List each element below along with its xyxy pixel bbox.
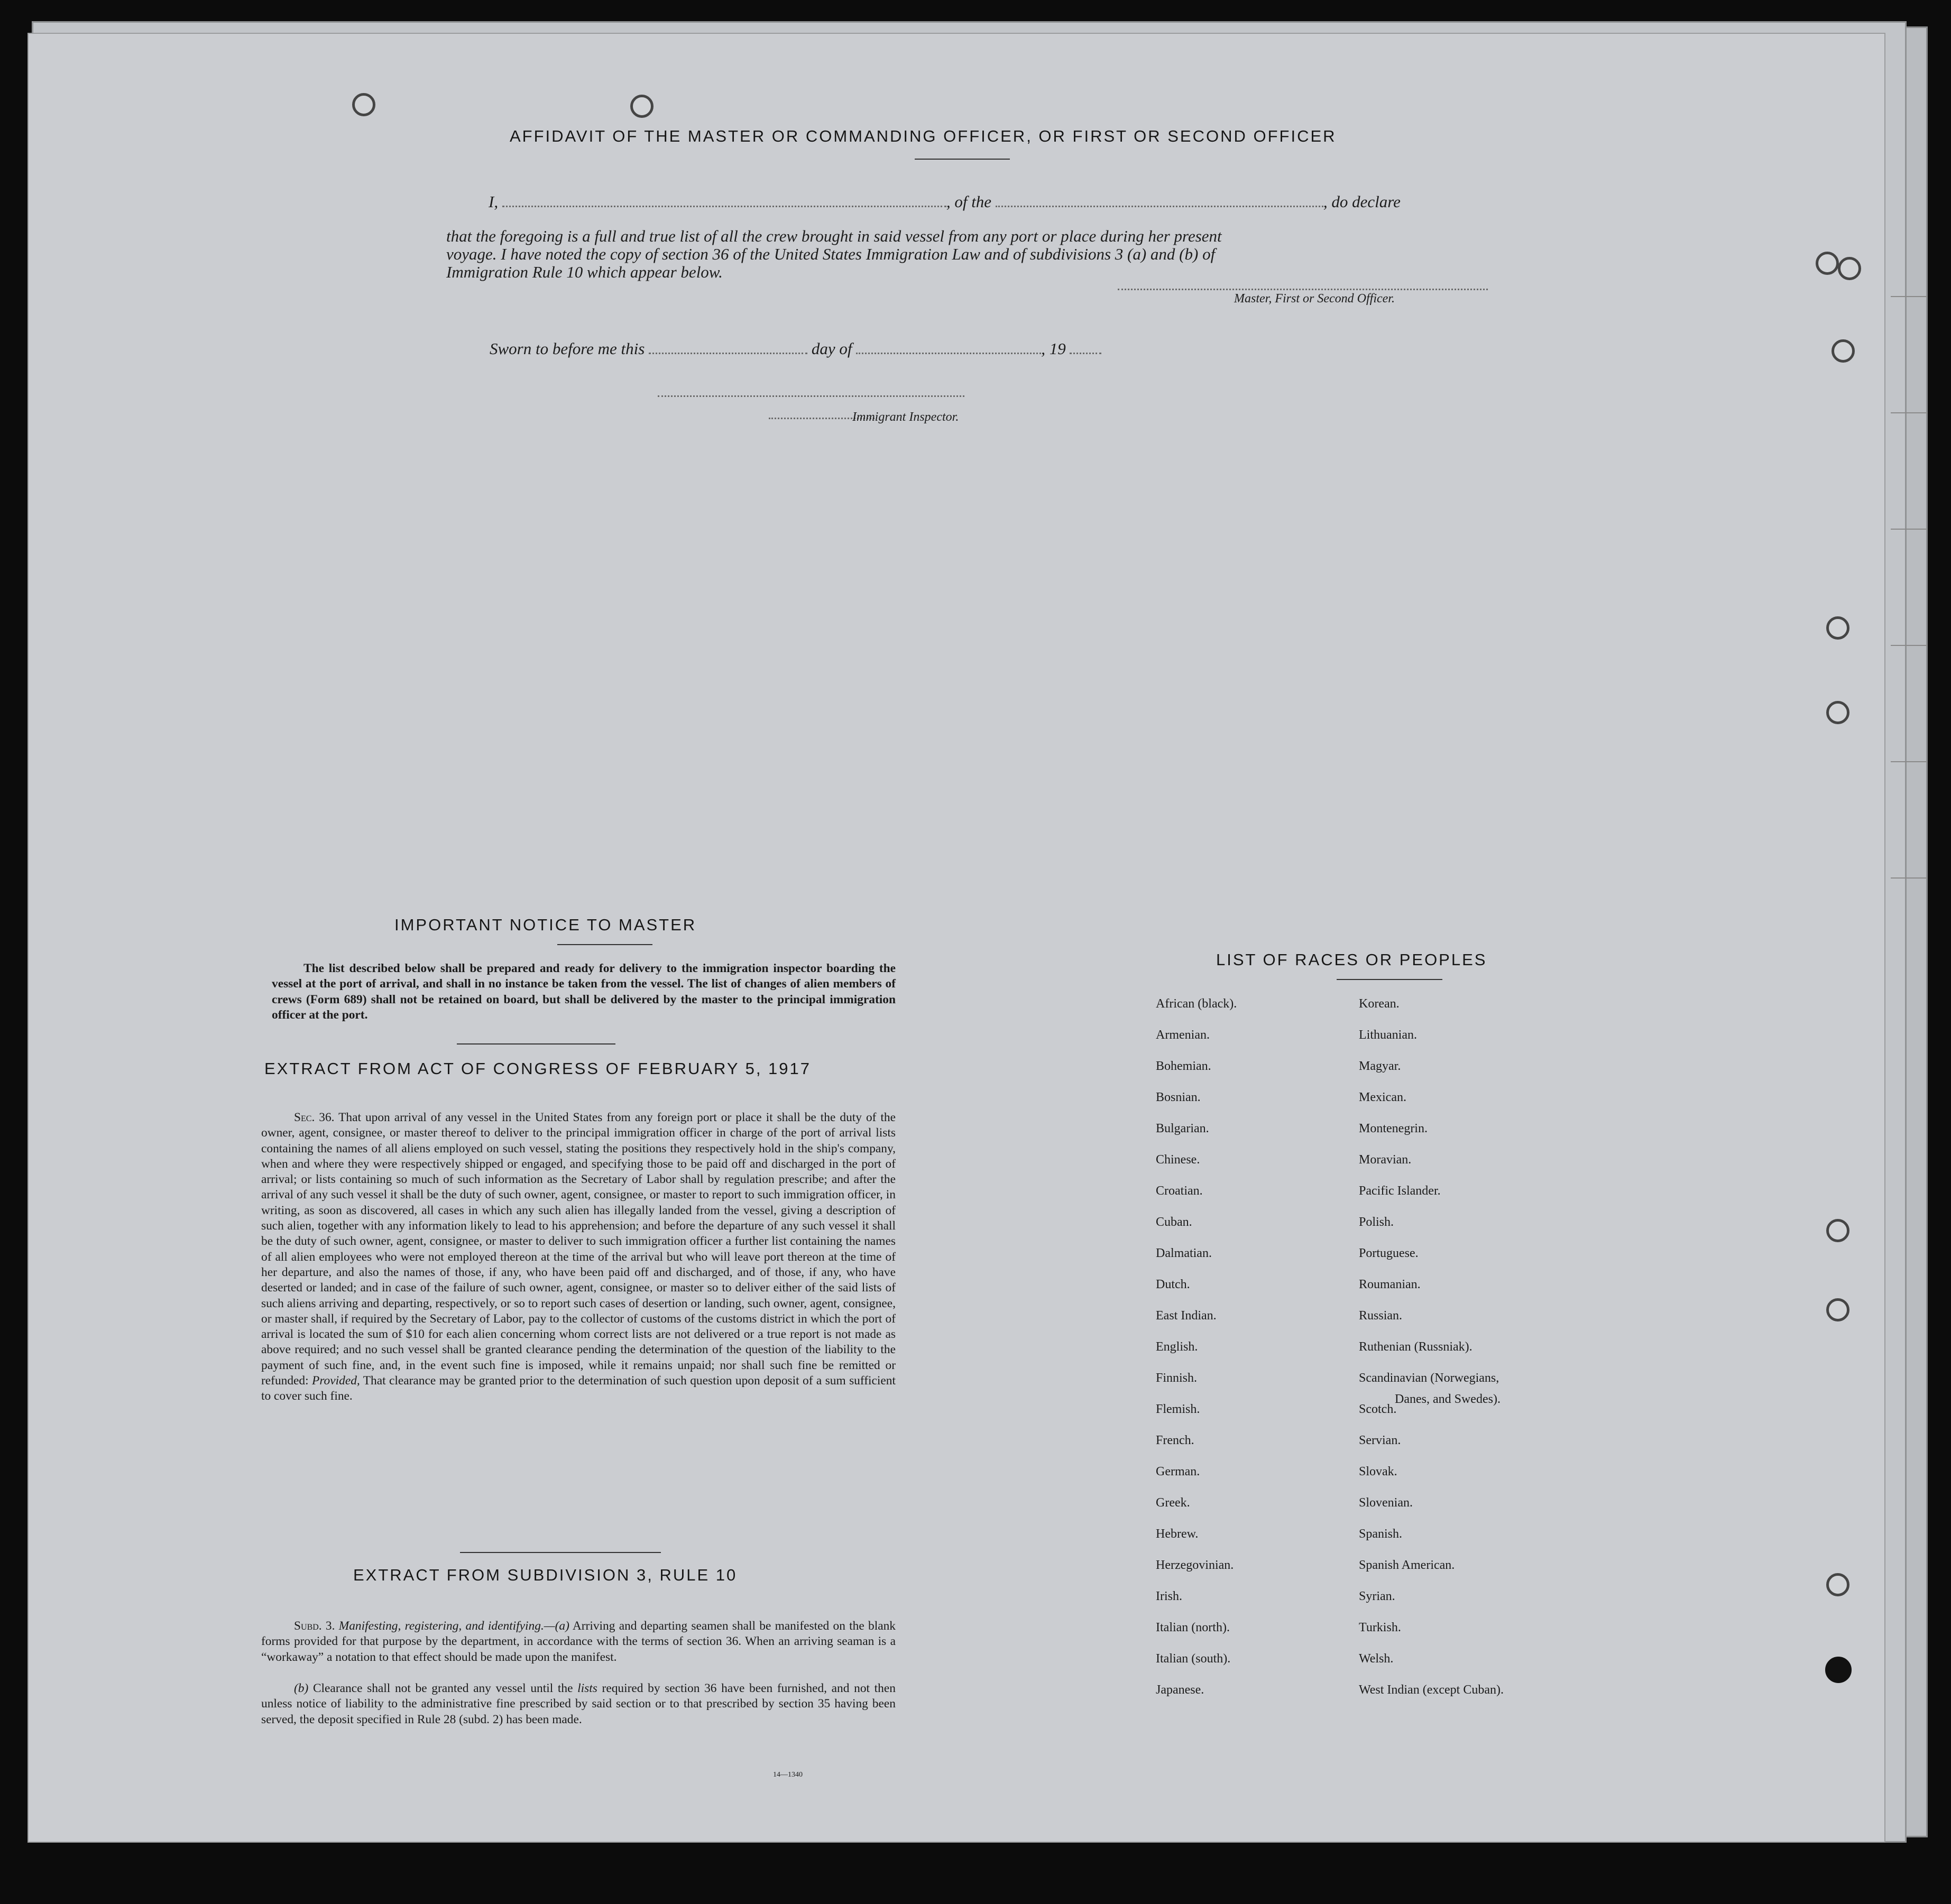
- divider: [1337, 979, 1442, 980]
- race-item-continuation: Danes, and Swedes).: [1395, 1392, 1501, 1406]
- affidavit-declaration-line: [489, 192, 1504, 211]
- punch-hole-icon: [1826, 616, 1849, 640]
- punch-hole-icon: [1826, 1573, 1849, 1596]
- inspector-signature-field[interactable]: [658, 393, 964, 397]
- edge-mark: [1891, 296, 1928, 297]
- race-item: Dalmatian.: [1156, 1246, 1212, 1260]
- divider: [557, 944, 652, 945]
- sworn-month-field[interactable]: [856, 350, 1041, 354]
- edge-mark: [1891, 412, 1928, 413]
- race-item: Roumanian.: [1359, 1278, 1421, 1291]
- affidavit-of-label: , of the: [946, 192, 992, 211]
- race-item: Finnish.: [1156, 1371, 1198, 1385]
- race-item: Irish.: [1156, 1589, 1182, 1603]
- divider: [460, 1552, 661, 1553]
- edge-mark: [1891, 529, 1928, 530]
- master-signature-label: Master, First or Second Officer.: [1234, 292, 1395, 306]
- affidavit-i-label: I,: [489, 192, 499, 211]
- race-item: Turkish.: [1359, 1621, 1401, 1634]
- race-item: Hebrew.: [1156, 1527, 1199, 1541]
- race-item: Ruthenian (Russniak).: [1359, 1340, 1473, 1354]
- punch-hole-icon: [1826, 1298, 1849, 1321]
- rule-10-subd-b: [261, 1681, 896, 1727]
- affidavit-title: AFFIDAVIT OF THE MASTER OR COMMANDING OFFICER, OR FIRST OR SECOND OFFICER: [510, 127, 1337, 145]
- race-item: Mexican.: [1359, 1090, 1406, 1104]
- affidavit-declare-label: , do declare: [1323, 192, 1401, 211]
- subd-body: Arriving and departing seamen shall be manifested on the blank forms provided for that purpose by the department, in accordance with the terms of section 36. When an arriving seaman is a “workaway” a notation to that effect should be made upon the manifest.: [261, 1619, 896, 1664]
- vessel-name-field[interactable]: [996, 204, 1323, 207]
- race-item: Bohemian.: [1156, 1059, 1211, 1073]
- race-item: Portuguese.: [1359, 1246, 1419, 1260]
- edge-mark: [1891, 877, 1928, 879]
- edge-mark: [1891, 761, 1928, 762]
- punch-hole-icon: [1825, 1657, 1852, 1683]
- sworn-day-field[interactable]: [649, 350, 807, 354]
- race-item: Spanish American.: [1359, 1558, 1455, 1572]
- race-item: Russian.: [1359, 1309, 1403, 1323]
- race-item: East Indian.: [1156, 1309, 1217, 1323]
- divider: [457, 1043, 615, 1045]
- race-item: Scotch.: [1359, 1402, 1397, 1416]
- race-item: Moravian.: [1359, 1153, 1412, 1167]
- day-of-label: day of: [811, 339, 852, 358]
- sworn-line: [490, 339, 1101, 358]
- race-item: Korean.: [1359, 997, 1400, 1011]
- punch-hole-icon: [1826, 1219, 1849, 1242]
- race-item: Scandinavian (Norwegians,: [1359, 1371, 1499, 1385]
- act-title: EXTRACT FROM ACT OF CONGRESS OF FEBRUARY 5, 1917: [264, 1059, 812, 1078]
- affidavit-line: voyage. I have noted the copy of section 36 of the United States Immigration Law and of subdivisions 3 (a) and (b) of: [446, 245, 1216, 263]
- race-item: Italian (south).: [1156, 1652, 1231, 1666]
- race-item: Polish.: [1359, 1215, 1394, 1229]
- punch-hole-icon: [630, 95, 654, 118]
- race-item: Bosnian.: [1156, 1090, 1201, 1104]
- notice-title: IMPORTANT NOTICE TO MASTER: [394, 916, 697, 934]
- year-label: , 19: [1041, 339, 1066, 358]
- affidavit-body: [446, 227, 1504, 281]
- master-name-field[interactable]: [502, 204, 946, 207]
- race-item: African (black).: [1156, 997, 1237, 1011]
- race-item: Croatian.: [1156, 1184, 1203, 1198]
- race-item: West Indian (except Cuban).: [1359, 1683, 1504, 1697]
- race-item: Italian (north).: [1156, 1621, 1230, 1634]
- subd-label: Subd. 3.: [294, 1619, 335, 1633]
- race-item: German.: [1156, 1465, 1200, 1478]
- section-36-body: That upon arrival of any vessel in the United States from any foreign port or place it shall be the duty of the owner, agent, consignee, or master thereof to deliver to the principal immigration officer in charge of the port of arrival lists containing the names of all aliens employed on such vessel, stating the positions they respectively hold in the ship's company, when and where they were respectively shipped or engaged, and specifying those to be paid off and discharged in the port of arrival; or lists containing so much of such information as the Secretary of Labor shall by regulation prescribe; and after the arrival of any such vessel it shall be the duty of such owner, agent, consignee, or master to report to such immigration officer, in writing, as soon as discovered, all cases in which any such alien has illegally landed from the vessel, giving a description of such alien, together with any information likely to lead to his apprehension; and before the departure of any such vessel it shall be the duty of such owner, agent, consignee, or master to deliver to such immigration officer a further list containing the names of all alien employees who were not employed thereon at the time of the arrival but who will leave port thereon at the time of her departure, and also the names of those, if any, who have been paid off and discharged, and of those, if any, who have deserted or landed; and in case of the failure of such owner, agent, consignee, or master so to deliver either of the said lists of such aliens arriving and departing, respectively, or so to report such cases of desertion or landing, such owner, agent, consignee, or master shall, if required by the Secretary of Labor, pay to the collector of customs of the customs district in which the port of arrival is located the sum of $10 for each alien concerning whom correct lists are not delivered or a true report is not made as above required; and no such vessel shall be granted clearance pending the determination of the question of the liability to the payment of such fine, and, in the event such fine is imposed, while it remains unpaid; nor shall such fine be remitted or refunded:: [261, 1111, 896, 1388]
- subd-b-text: required by section 36 have been furnished, and not then unless notice of liability to the administrative fine prescribed by said section or to that prescribed by section 35 having been served, the deposit specified in Rule 28 (subd. 2) has been made.: [261, 1681, 896, 1726]
- punch-hole-icon: [1838, 257, 1861, 280]
- race-item: French.: [1156, 1434, 1194, 1447]
- subd-b-lists: lists: [577, 1681, 597, 1695]
- rule-title: EXTRACT FROM SUBDIVISION 3, RULE 10: [353, 1566, 738, 1584]
- section-label: Sec. 36.: [294, 1111, 335, 1124]
- race-item: Flemish.: [1156, 1402, 1200, 1416]
- race-item: Bulgarian.: [1156, 1122, 1209, 1135]
- races-title: LIST OF RACES OR PEOPLES: [1216, 950, 1487, 969]
- race-item: Herzegovinian.: [1156, 1558, 1234, 1572]
- affidavit-line: that the foregoing is a full and true list of all the crew brought in said vessel from any port or place during her present: [446, 227, 1222, 245]
- race-item: Lithuanian.: [1359, 1028, 1417, 1042]
- section-36-text: [261, 1110, 896, 1404]
- race-item: Montenegrin.: [1359, 1122, 1428, 1135]
- affidavit-line: Immigration Rule 10 which appear below.: [446, 263, 723, 281]
- race-item: English.: [1156, 1340, 1198, 1354]
- master-signature-field[interactable]: [1118, 286, 1488, 290]
- race-item: Welsh.: [1359, 1652, 1394, 1666]
- edge-mark: [1891, 645, 1928, 646]
- race-item: Servian.: [1359, 1434, 1401, 1447]
- punch-hole-icon: [1816, 252, 1839, 275]
- race-item: Dutch.: [1156, 1278, 1190, 1291]
- divider: [915, 159, 1010, 160]
- punch-hole-icon: [1832, 339, 1855, 363]
- sworn-label: Sworn to before me this: [490, 339, 645, 358]
- form-number: 14—1340: [773, 1771, 803, 1779]
- race-item: Japanese.: [1156, 1683, 1204, 1697]
- notice-body: The list described below shall be prepared and ready for delivery to the immigration inspector boarding the vessel at the port of arrival, and shall in no instance be taken from the vessel. The list of changes of alien members of crews (Form 689) shall not be retained on board, but shall be delivered by the master to the principal immigration officer at the port.: [272, 962, 896, 1022]
- form-page: [27, 33, 1885, 1843]
- punch-hole-icon: [352, 93, 375, 116]
- subd-b-label: (b): [294, 1681, 309, 1695]
- sworn-year-field[interactable]: [1070, 350, 1101, 354]
- race-item: Greek.: [1156, 1496, 1190, 1510]
- race-item: Chinese.: [1156, 1153, 1200, 1167]
- provided-label: Provided,: [312, 1374, 360, 1388]
- race-item: Armenian.: [1156, 1028, 1210, 1042]
- race-item: Slovenian.: [1359, 1496, 1413, 1510]
- race-item: Cuban.: [1156, 1215, 1192, 1229]
- rule-10-subd-a: [261, 1619, 896, 1665]
- punch-hole-icon: [1826, 701, 1849, 724]
- section-36-end: That clearance may be granted prior to the determination of such question upon deposit of a sum sufficient to cover such fine.: [261, 1374, 896, 1403]
- race-item: Spanish.: [1359, 1527, 1403, 1541]
- race-item: Slovak.: [1359, 1465, 1397, 1478]
- race-item: Pacific Islander.: [1359, 1184, 1441, 1198]
- subd-b-text: Clearance shall not be granted any vessel until the: [312, 1681, 573, 1695]
- subd-heading: Manifesting, registering, and identifying.—(a): [338, 1619, 569, 1633]
- inspector-signature-label: Immigrant Inspector.: [852, 410, 959, 424]
- race-item: Magyar.: [1359, 1059, 1401, 1073]
- race-item: Syrian.: [1359, 1589, 1395, 1603]
